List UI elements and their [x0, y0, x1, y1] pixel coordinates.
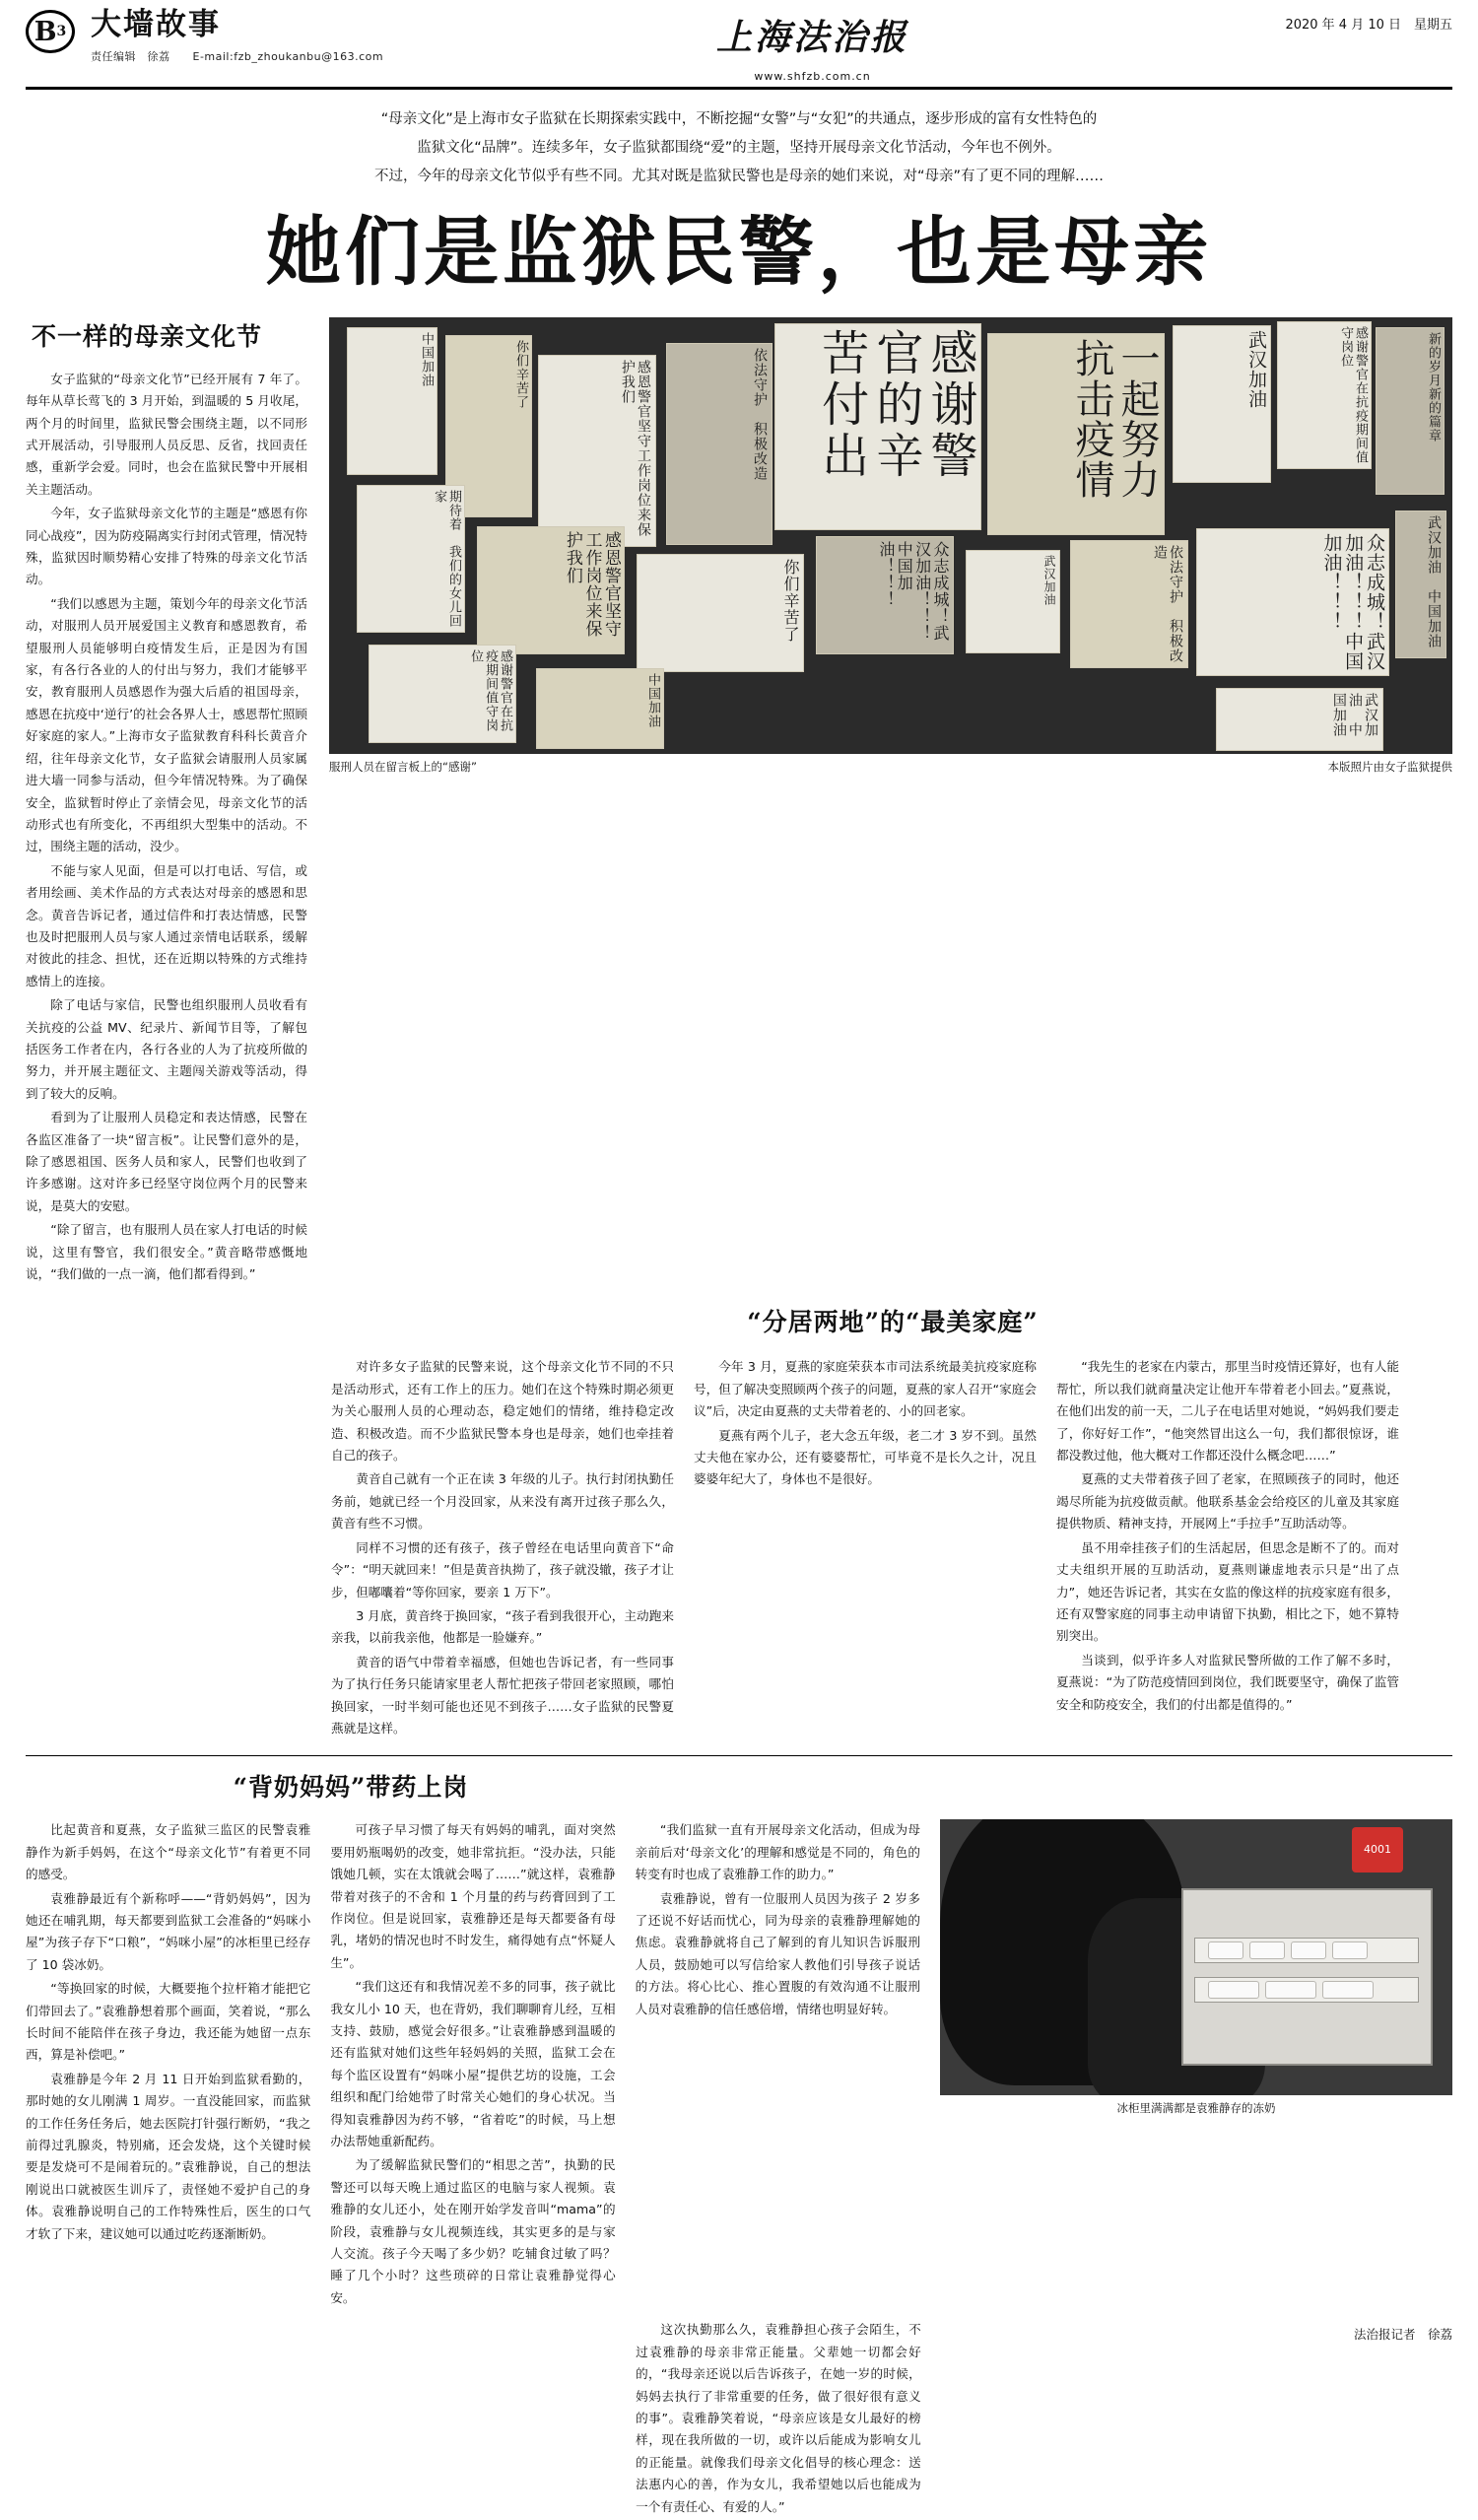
paragraph: “等换回家的时候，大概要拖个拉杆箱才能把它们带回去了。”袁雅静想着那个画面，笑着说，“那么长时间不能陪伴在孩子身边，我还能为她留一点东西，算是补偿吧。”: [26, 1981, 311, 2063]
logo-sub: 3: [56, 24, 67, 39]
milk-bag: [1249, 1941, 1285, 1959]
lead-line-1: “母亲文化”是上海市女子监狱在长期探索实践中，不断挖掘“女警”与“女犯”的共通点，逐步形成的富有女性特色的: [380, 111, 1098, 127]
fridge-photo: [940, 1819, 1452, 2095]
photo-1-captions: [329, 754, 1452, 775]
wall-sign: 4001: [1352, 1827, 1403, 1873]
sticky-note: 感恩警官坚守工作岗位来保护我们: [477, 526, 625, 654]
sticky-note: 武汉加油: [1173, 325, 1271, 483]
paragraph: 夏燕的丈夫带着孩子回了老家，在照顾孩子的同时，他还竭尽所能为抗疫做贡献。他联系基金会给疫区的儿童及其家庭提供物质、精神支持，开展网上“手拉手”互助活动等。: [1056, 1471, 1399, 1532]
paragraph: “我先生的老家在内蒙古，那里当时疫情还算好，也有人能帮忙，所以我们就商量决定让他开车带着老小回去。”夏燕说，在他们出发的前一天，二儿子在电话里对她说，“妈妈我们要走了，你好好工作”，“他突然冒出这么一句，我们都很惊讶，谁都没教过他，他大概对工作都还没什么概念吧……”: [1056, 1359, 1399, 1464]
paper-url: www.shfzb.com.cn: [754, 70, 871, 83]
paragraph: 袁雅静是今年 2 月 11 日开始到监狱看勤的，那时她的女儿刚满 1 周岁。一直没能回家，而监狱的工作任务任务后，她去医院打针强行断奶，“我之前得过乳腺炎，特别痛，还会发烧，这个关键时候要是发烧可不是闹着玩的。”袁雅静说，自己的想法刚说出口就被医生训斥了，责怪她不爱护自己的身体。袁雅静说明自己的工作特殊性后，医生的口气才软了下来，建议她可以通过吃药逐渐断奶。: [26, 2071, 311, 2241]
paragraph: 除了电话与家信，民警也组织服刑人员收看有关抗疫的公益 MV、纪录片、新闻节目等，了解包括医务工作者在内，各行各业的人为了抗疫所做的努力，并开展主题征文、主题闯关游戏等活动，得到了较大的反响。: [26, 997, 307, 1101]
section2-col-0: [26, 1356, 311, 1741]
masthead-center: [399, 8, 1226, 83]
sticky-note: 感谢警官在抗疫期间值守岗位: [369, 645, 516, 743]
page-title: 她们是监狱民警，也是母亲: [266, 208, 1212, 296]
section3-col-0: [26, 1819, 310, 2247]
section2-col-2: [694, 1356, 1037, 1741]
section-editor-line: 责任编辑 徐荔 E-mail:fzb_zhoukanbu@163.com: [91, 50, 384, 64]
sticky-note: 感恩警官坚守工作岗位来保护我们: [538, 355, 656, 547]
paragraph: 女子监狱的“母亲文化节”已经开展有 7 年了。每年从草长莺飞的 3 月开始，到温暖的 5 月收尾，两个月的时间里，监狱民警会围绕主题，以不同形式开展活动，引导服刑人员反思、反省，找回责任感，重新学会爱。同时，也会在监狱民警中开展相关主题活动。: [26, 371, 307, 497]
paragraph: 可孩子早习惯了每天有妈妈的哺乳，面对突然要用奶瓶喝奶的改变，她非常抗拒。“没办法，只能饿她几顿，实在太饿就会喝了……”就这样，袁雅静带着对孩子的不舍和 1 个月量的药与药膏回到了工作岗位。但是说回家，袁雅静还是每天都要备有母乳，堵奶的情况也时不时发生，痛得她有点“怀疑人生”。: [330, 1822, 616, 1970]
photo-1-wrapper: [329, 317, 1452, 775]
sticky-note: 众志成城！武汉加油！！！中国加油！！！: [1196, 528, 1389, 676]
paragraph: 为了缓解监狱民警们的“相思之苦”，执勤的民警还可以每天晚上通过监区的电脑与家人视频。袁雅静的女儿还小，处在刚开始学发音叫“mama”的阶段，袁雅静与女儿视频连线，其实更多的是与家人交流。孩子今天喝了多少奶？吃辅食过敏了吗？睡了几个小时？这些琐碎的日常让袁雅静觉得心安。: [330, 2157, 616, 2305]
lead-line-2: 监狱文化“品牌”。连续多年，女子监狱都围绕“爱”的主题，坚持开展母亲文化节活动，今年也不例外。: [417, 140, 1061, 156]
paragraph: “我们这还有和我情况差不多的同事，孩子就比我女儿小 10 天，也在背奶，我们聊聊育儿经，互相支持、鼓励，感觉会好很多。”让袁雅静感到温暖的还有监狱对她们这些年轻妈妈的关照，监狱工会在每个监区设置有“妈咪小屋”提供艺坊的设施，工会组织和配门给她带了时常关心她们的身心状况。当得知袁雅静因为药不够，“省着吃”的时候，马上想办法帮她重新配药。: [330, 1979, 616, 2149]
paragraph: 不能与家人见面，但是可以打电话、写信，或者用绘画、美术作品的方式表达对母亲的感恩和思念。黄音告诉记者，通过信件和打表达情感，民警也及时把服刑人员与家人通过亲情电话联系，缓解对彼此的挂念、担忧，还在近期以特殊的方式维持感情上的连接。: [26, 862, 307, 988]
section1-column: [26, 317, 320, 1288]
milk-bag: [1322, 1981, 1374, 1999]
section3-col-6: [941, 2319, 1452, 2343]
page-logo: [26, 8, 81, 53]
publication-date: 2020 年 4 月 10 日 星期五: [1285, 18, 1452, 33]
logo-circle: [26, 10, 75, 53]
photo-2-wrapper: [940, 1819, 1452, 2116]
paragraph: 夏燕有两个儿子，老大念五年级，老二才 3 岁不到。虽然丈夫他在家办公，还有婆婆帮忙，可毕竟不是长久之计，况且婆婆年纪大了，身体也不是很好。: [694, 1427, 1037, 1487]
sticky-note: 中国加油: [536, 668, 664, 749]
section3-col-5: [636, 2319, 921, 2520]
section3-col-1: [330, 1819, 615, 2311]
photo-2-caption: 冰柜里满满都是袁雅静存的冻奶: [1116, 2101, 1276, 2116]
section2-col-3: [1056, 1356, 1399, 1741]
section3-col-2: [636, 1819, 920, 2022]
photo-caption: 服刑人员在留言板上的“感谢”: [329, 759, 477, 774]
paper-name: 上海法治报: [716, 17, 909, 58]
sticky-note: 武汉加油 中国加油: [1395, 511, 1446, 658]
milk-bag: [1265, 1981, 1316, 1999]
paragraph: 同样不习惯的还有孩子，孩子曾经在电话里向黄音下“命令”：“明天就回来！”但是黄音执拗了，孩子就没辙，孩子才让步，但嘟囔着“等你回家，要亲 1 万下”。: [331, 1539, 674, 1600]
sticky-note: 依法守护 积极改造: [666, 343, 773, 545]
photo-credit: 本版照片由女子监狱提供: [1327, 759, 1452, 774]
paragraph: 当谈到，似乎许多人对监狱民警所做的工作了解不多时，夏燕说：“为了防范疫情回到岗位，我们既要坚守，确保了监管安全和防疫安全，我们的付出都是值得的。”: [1056, 1652, 1399, 1712]
logo-letter: B: [34, 16, 57, 47]
paragraph: 比起黄音和夏燕，女子监狱三监区的民警袁雅静作为新手妈妈，在这个“母亲文化节”有着更不同的感受。: [26, 1822, 311, 1882]
sticky-note: 武汉加油: [966, 550, 1060, 653]
section3-title: “背奶妈妈”带药上岗: [233, 1773, 469, 1803]
sticky-note: 感谢警官在抗疫期间值守岗位: [1277, 321, 1372, 469]
milk-bag: [1208, 1981, 1259, 1999]
paragraph: 虽不用牵挂孩子们的生活起居，但思念是断不了的。而对丈夫组织开展的互助活动，夏燕则谦虚地表示只是“出了点力”，她还告诉记者，其实在女监的像这样的抗疫家庭有很多，还有双警家庭的同事主动申请留下执勤，相比之下，她不算特别突出。: [1056, 1539, 1399, 1644]
sticky-note: 中国加油: [347, 327, 437, 475]
paragraph: 今年，女子监狱母亲文化节的主题是“感恩有你 同心战疫”，因为防疫隔离实行封闭式管理，情况特殊，监狱因时顺势精心安排了特殊的母亲文化节活动。: [26, 506, 320, 587]
article-bottom-block: [26, 1768, 1452, 2520]
paragraph: 袁雅静最近有个新称呼——“背奶妈妈”，因为她还在哺乳期，每天都要到监狱工会准备的“妈咪小屋”为孩子存下“口粮”，“妈咪小屋”的冰柜里已经存了 10 袋冰奶。: [26, 1890, 311, 1972]
section2-col-1: [331, 1356, 674, 1741]
article-mid-block: [26, 1356, 1452, 1741]
section3-title-wrap: [26, 1768, 676, 1804]
sticky-note: 一起努力抗击疫情: [987, 333, 1165, 535]
milk-bag: [1208, 1941, 1243, 1959]
paragraph: 这次执勤那么久，袁雅静担心孩子会陌生，不过袁雅静的母亲非常正能量。父辈她一切都会好的，“我母亲还说以后告诉孩子，在她一岁的时候，妈妈去执行了非常重要的任务，做了很好很有意义的事”。袁雅静笑着说，“母亲应该是女儿最好的榜样，现在我所做的一切，或许以后能成为影响女儿的正能量。就像我们母亲文化倡导的核心理念：送法惠内心的善，作为女儿，我希望她以后也能成为一个有责任心、有爱的人。”: [636, 2322, 921, 2514]
masthead: [26, 0, 1452, 90]
paragraph: 今年 3 月，夏燕的家庭荣获本市司法系统最美抗疫家庭称号，但了解决变照顾两个孩子的问题，夏燕的家人召开“家庭会议”后，决定由夏燕的丈夫带着老的、小的回老家。: [694, 1359, 1037, 1419]
paragraph: “除了留言，也有服刑人员在家人打电话的时候说，这里有警官，我们很安全。”黄音略带感慨地说，“我们做的一点一滴，他们都看得到。”: [26, 1222, 307, 1282]
sticky-note: 你们辛苦了: [637, 554, 804, 672]
milk-bag: [1332, 1941, 1368, 1959]
byline: 法治报记者 徐荔: [1353, 2327, 1452, 2343]
milk-bag: [1291, 1941, 1326, 1959]
sticky-note: 武汉加油 中国加油: [1216, 688, 1383, 751]
sticky-note: 你们辛苦了: [445, 335, 532, 517]
section-title: 大墙故事: [91, 7, 221, 42]
message-board-photo: [329, 317, 1452, 754]
sticky-note: 新的岁月新的篇章: [1376, 327, 1444, 495]
section1-title: 不一样的母亲文化节: [32, 321, 263, 351]
sticky-note: 众志成城！武汉加油！！！中国加油！！！: [816, 536, 954, 654]
section-block: [91, 8, 399, 64]
paragraph: 袁雅静说，曾有一位服刑人员因为孩子 2 岁多了还说不好话而忧心，同为母亲的袁雅静理解她的焦虑。袁雅静就将自己了解到的育儿知识告诉服刑人员，鼓励她可以写信给家人教他们引导孩子说话的方法。将心比心、推心置腹的有效沟通不让服刑人员对袁雅静的信任感倍增，情绪也明显好转。: [635, 1890, 920, 2016]
article-top-block: [26, 317, 1452, 1288]
section1-body: [26, 369, 320, 1286]
divider: [26, 1755, 1452, 1756]
section2-title-wrap: [333, 1303, 1452, 1338]
sticky-note: 感谢警官的辛苦付出: [774, 323, 981, 530]
paragraph: 3 月底，黄音终于换回家，“孩子看到我很开心，主动跑来亲我，以前我亲他，他都是一脸嫌弃。”: [331, 1607, 674, 1646]
lead-paragraph: [158, 105, 1320, 191]
section2-title: “分居两地”的“最美家庭”: [747, 1308, 1039, 1337]
paragraph: “我们监狱一直有开展母亲文化活动，但成为母亲前后对‘母亲文化’的理解和感觉是不同的，角色的转变有时也成了袁雅静工作的助力。”: [635, 1822, 920, 1882]
paragraph: “我们以感恩为主题，策划今年的母亲文化节活动，对服刑人员开展爱国主义教育和感恩教育，希望服刑人员能够明白疫情发生后，正是因为有国家，有各行各业的人的付出与努力，我们才能够平安，教育服刑人员感恩作为强大后盾的祖国母亲，感恩在抗疫中‘逆行’的社会各界人士，感恩帮忙照顾好家庭的家人。”上海市女子监狱教育科科长黄音介绍，往年母亲文化节，女子监狱会请服刑人员家属进大墙一同参与活动，但今年情况特殊。为了确保安全，监狱暂时停止了亲情会见，母亲文化节的活动形式也有所变化，不再组织大型集中的活动。不过，围绕主题的活动，没少。: [26, 595, 307, 854]
sticky-note: 期待着 我们的女儿回家: [357, 485, 465, 633]
lead-line-3: 不过，今年的母亲文化节似乎有些不同。尤其对既是监狱民警也是母亲的她们来说，对“母亲”有了更不同的理解……: [373, 169, 1105, 184]
paragraph: 看到为了让服刑人员稳定和表达情感，民警在各监区准备了一块“留言板”。让民警们意外的是，除了感恩祖国、医务人员和家人，民警们也收到了许多感谢。这对许多已经坚守岗位两个月的民警来说，是莫大的安慰。: [26, 1110, 307, 1213]
sticky-note: 依法守护 积极改造: [1070, 540, 1188, 668]
paragraph: 黄音的语气中带着幸福感，但她也告诉记者，有一些同事为了执行任务只能请家里老人帮忙把孩子带回老家照顾，哪怕换回家，一时半刻可能也还见不到孩子……女子监狱的民警夏燕就是这样。: [331, 1654, 674, 1736]
paragraph: 对许多女子监狱的民警来说，这个母亲文化节不同的不只是活动形式，还有工作上的压力。她们在这个特殊时期必须更为关心服刑人员的心理动态，稳定她们的情绪，维持稳定改造、积极改造。而不少监狱民警本身也是母亲，她们也牵挂着自己的孩子。: [331, 1359, 674, 1464]
paragraph: 黄音自己就有一个正在读 3 年级的儿子。执行封闭执勤任务前，她就已经一个月没回家，从来没有离开过孩子那么久，黄音有些不习惯。: [331, 1471, 674, 1532]
